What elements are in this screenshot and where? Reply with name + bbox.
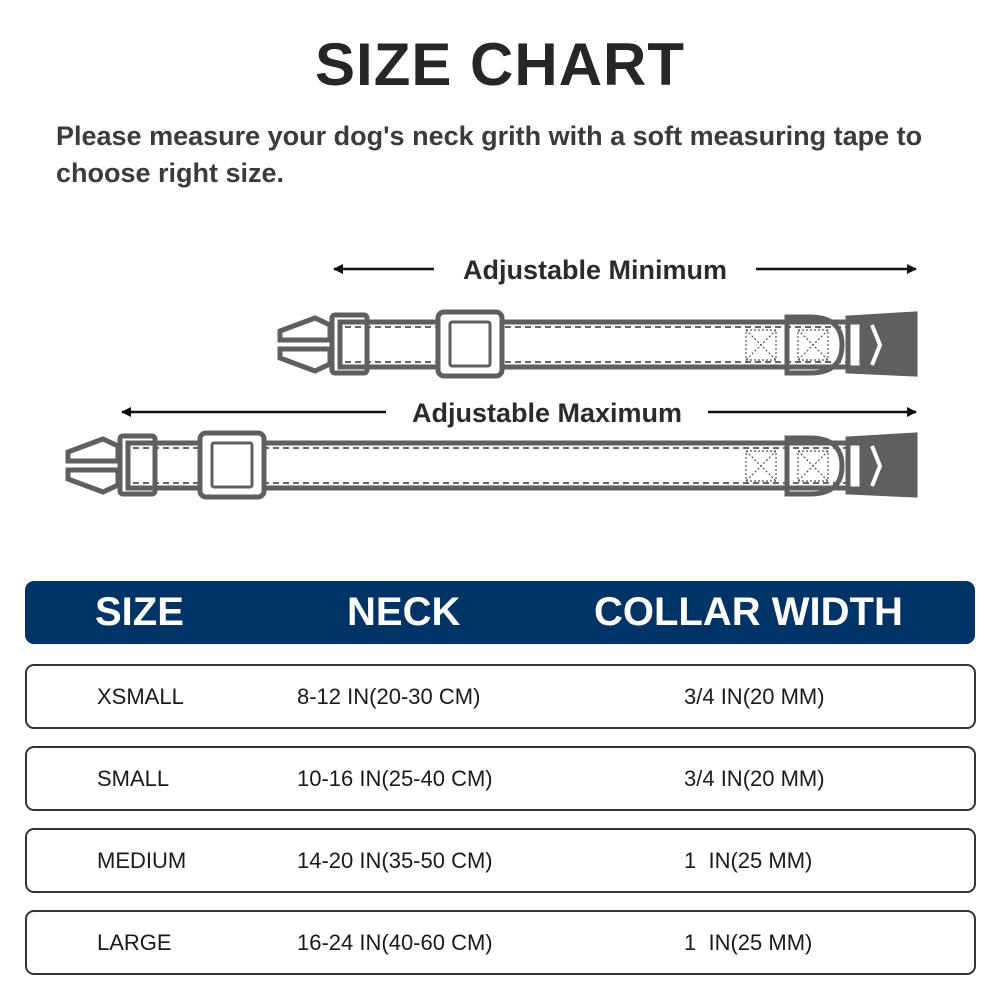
header-size: SIZE xyxy=(95,590,184,634)
size-cell: MEDIUM xyxy=(97,848,187,873)
max-label: Adjustable Maximum xyxy=(411,398,683,428)
min-label: Adjustable Minimum xyxy=(462,255,728,285)
neck-cell: 10-16 IN(25-40 CM) xyxy=(297,766,493,791)
table-row xyxy=(25,828,976,893)
table-header xyxy=(25,581,975,644)
page-title: SIZE CHART xyxy=(315,31,685,98)
neck-cell: 14-20 IN(35-50 CM) xyxy=(297,848,493,873)
collar-max xyxy=(68,433,915,497)
neck-cell: 8-12 IN(20-30 CM) xyxy=(297,684,481,709)
table-row xyxy=(25,746,976,811)
size-cell: XSMALL xyxy=(97,684,184,709)
neck-cell: 16-24 IN(40-60 CM) xyxy=(297,930,493,955)
min-dimension-line xyxy=(334,255,916,285)
width-cell: 3/4 IN(20 MM) xyxy=(684,766,825,791)
table-row xyxy=(25,910,976,975)
table-row xyxy=(25,664,976,729)
header-neck: NECK xyxy=(347,590,461,634)
width-cell: 3/4 IN(20 MM) xyxy=(684,684,825,709)
header-collar-width: COLLAR WIDTH xyxy=(594,590,903,634)
size-cell: LARGE xyxy=(97,930,172,955)
collar-min xyxy=(280,312,915,376)
intro-text: Please measure your dog's neck grith with a soft measuring tape to choose right size. xyxy=(56,121,923,188)
size-cell: SMALL xyxy=(97,766,170,791)
buckle-male-icon xyxy=(68,439,118,492)
buckle-male-icon xyxy=(280,318,330,371)
width-cell: 1 IN(25 MM) xyxy=(684,848,813,873)
max-dimension-line xyxy=(122,398,916,428)
width-cell: 1 IN(25 MM) xyxy=(684,930,813,955)
